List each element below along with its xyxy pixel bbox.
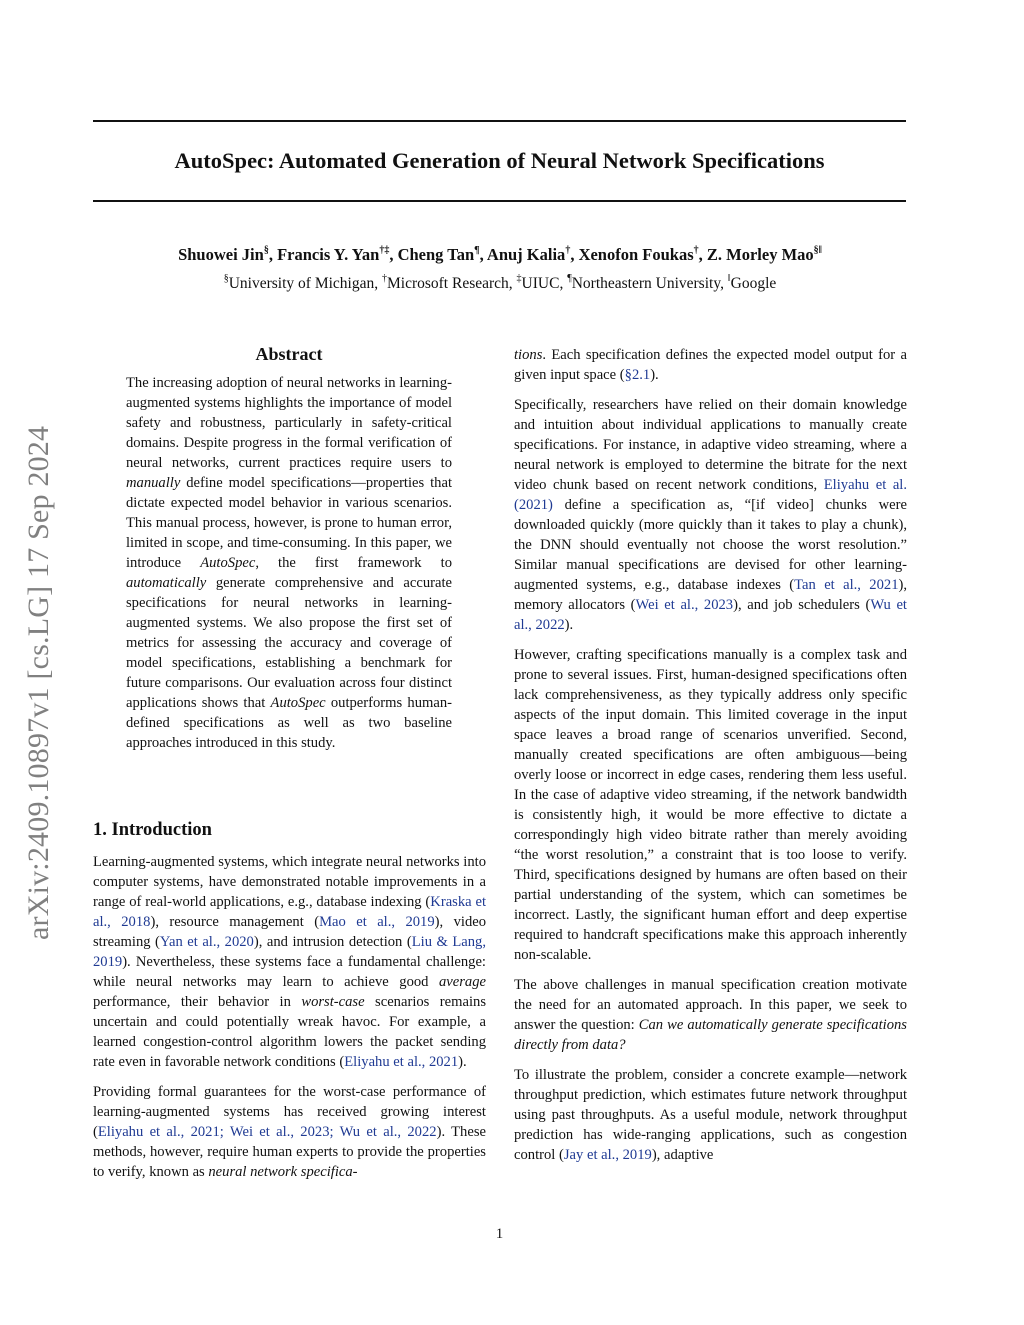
author-name: Shuowei Jin xyxy=(178,245,264,264)
body-paragraph: tions. Each specification defines the expected model output for a given input space (§2.1). xyxy=(514,347,907,383)
emphasis: AutoSpec xyxy=(270,695,326,711)
affiliation-name: Microsoft Research xyxy=(386,275,509,292)
paper-title: AutoSpec: Automated Generation of Neural Network Specifications xyxy=(174,148,825,173)
emphasis: AutoSpec xyxy=(200,555,256,571)
left-column xyxy=(93,818,486,1192)
affiliation-name: UIUC xyxy=(521,275,560,292)
author-name: Cheng Tan xyxy=(397,245,475,264)
emphasis: average xyxy=(438,974,486,990)
author-name: Francis Y. Yan xyxy=(277,245,380,264)
body-paragraph: However, crafting specifications manually is a complex task and prone to several issues. First, human-designed specifications often lack comprehensiveness, as they typically address only specific aspects of the input domain. This limited coverage in the input space leaves a broad range of scenarios unverified. Second, manually created specifications are often ambiguous—being overly loose or incorrect in edge cases, rendering them less useful. In the case of adaptive video streaming, if the network bandwidth is consistently high, it would be more effective to dictate a correspondingly high video bitrate rather than merely avoiding “the worst resolution,” a constraint that is too loose to verify. Third, specifications designed by humans are often based on their partial understanding of the system, which can sometimes be incorrect. Lastly, the significant human effort and deep expertise required to handcraft specifications make this approach inherently non-scalable. xyxy=(514,647,907,963)
arxiv-stamp[interactable]: arXiv:2409.10897v1 [cs.LG] 17 Sep 2024 xyxy=(22,425,55,940)
affiliation-name: Northeastern University xyxy=(571,275,721,292)
author-name: Anuj Kalia xyxy=(486,245,566,264)
citation-link[interactable]: Eliyahu et al., 2021 xyxy=(344,1054,459,1070)
emphasis: worst-case xyxy=(301,994,365,1010)
affiliation-mark: ‖ xyxy=(727,272,731,284)
affiliation-name: University of Michigan xyxy=(228,275,375,292)
right-column xyxy=(514,345,907,1175)
citation-link[interactable]: Yan et al., 2020 xyxy=(159,934,254,950)
title-top-rule xyxy=(93,120,906,122)
affiliation-mark: ¶ xyxy=(567,272,572,284)
author-affiliation-mark: § xyxy=(263,244,269,256)
emphasis: automatically xyxy=(126,575,207,591)
abstract-paragraph: The increasing adoption of neural networks in learning-augmented systems highlights the importance of model safety and robustness, particularly in safety-critical domains. Despite progress in the formal verification of neural networks, current practices require users to manually define model specifications—properties that dictate expected model behavior in various scenarios. This manual process, however, is prone to human error, limited in scope, and time-consuming. In this paper, we introduce AutoSpec, the first framework to automatically generate comprehensive and accurate specifications for neural networks in learning-augmented systems. We also propose the first set of metrics for assessing the accuracy and coverage of model specifications, establishing a benchmark for future comparisons. Our evaluation across four distinct applications shows that AutoSpec outperforms human-defined specifications as well as two baseline approaches introduced in this study. xyxy=(126,375,453,751)
citation-link[interactable]: Eliyahu et al. (2021) xyxy=(514,477,907,513)
author-name: Xenofon Foukas xyxy=(578,245,694,264)
intro-paragraph: Providing formal guarantees for the worst-case performance of learning-augmented systems has received growing interest (Eliyahu et al., 2021; Wei et al., 2023; Wu et al., 2022). These methods, however, require human experts to provide the properties to verify, known as neural network specifica- xyxy=(93,1084,486,1180)
citation-link[interactable]: Jay et al., 2019 xyxy=(563,1147,652,1163)
emphasis: neural network specifica- xyxy=(208,1164,358,1180)
citation-link[interactable]: Wu et al., 2022 xyxy=(514,597,907,633)
author-affiliation-mark: ¶ xyxy=(474,244,480,256)
emphasis: Can we automatically generate specifications directly from data? xyxy=(514,1017,907,1053)
affiliation-list: §University of Michigan, †Microsoft Research, ‡UIUC, ¶Northeastern University, ‖Google xyxy=(223,272,777,292)
emphasis: tions xyxy=(514,347,543,363)
section-heading-introduction: 1. Introduction xyxy=(93,820,212,840)
affiliation-mark: ‡ xyxy=(516,272,522,284)
author-name: Z. Morley Mao xyxy=(706,245,814,264)
author-list: Shuowei Jin§, Francis Y. Yan†‡, Cheng Tan¶, Anuj Kalia†, Xenofon Foukas†, Z. Morley Mao§‖ xyxy=(178,244,822,264)
citation-link[interactable]: Mao et al., 2019 xyxy=(319,914,435,930)
citation-link[interactable]: §2.1 xyxy=(624,367,651,383)
abstract-body xyxy=(126,373,452,763)
author-affiliation-mark: †‡ xyxy=(379,244,390,256)
body-paragraph: Specifically, researchers have relied on their domain knowledge and intuition about individual applications to manually create specifications. For instance, in adaptive video streaming, where a neural network is employed to determine the bitrate for the next video chunk based on recent network conditions, Eliyahu et al. (2021) define a specification as, “[if video] chunks were downloaded quickly (more quickly than it takes to play a chunk), the DNN should eventually not choose the worst resolution.” Similar manual specifications are devised for other learning-augmented systems, e.g., database indexes (Tan et al., 2021), memory allocators (Wei et al., 2023), and job schedulers (Wu et al., 2022). xyxy=(514,397,908,633)
citation-link[interactable]: Eliyahu et al., 2021; Wei et al., 2023; Wu et al., 2022 xyxy=(97,1124,437,1140)
citation-link[interactable]: Tan et al., 2021 xyxy=(794,577,899,593)
citation-link[interactable]: Kraska et al., 2018 xyxy=(93,894,487,930)
author-affiliation-mark: † xyxy=(693,244,699,256)
affiliation-mark: † xyxy=(381,272,387,284)
abstract-heading: Abstract xyxy=(255,344,323,364)
author-affiliation-mark: §‖ xyxy=(813,244,822,256)
body-paragraph: To illustrate the problem, consider a concrete example—network throughput prediction, which estimates future network throughput using past throughputs. As a useful module, network throughput prediction has wide-ranging applications, such as congestion control (Jay et al., 2019), adaptive xyxy=(514,1067,907,1163)
intro-paragraph: Learning-augmented systems, which integrate neural networks into computer systems, have demonstrated notable improvements in a range of real-world applications, e.g., database indexing (Kraska et al., 2018), resource management (Mao et al., 2019), video streaming (Yan et al., 2020), and intrusion detection (Liu & Lang, 2019). Nevertheless, these systems face a fundamental challenge: while neural networks may learn to achieve good average performance, their behavior in worst-case scenarios remains uncertain and could potentially wreak havoc. For example, a learned congestion-control algorithm lowers the packet sending rate even in favorable network conditions (Eliyahu et al., 2021). xyxy=(93,854,487,1070)
affiliation-mark: § xyxy=(223,272,229,284)
title-bottom-rule xyxy=(93,200,906,202)
citation-link[interactable]: Wei et al., 2023 xyxy=(635,597,734,613)
body-paragraph: The above challenges in manual specification creation motivate the need for an automated approach. In this paper, we seek to answer the question: Can we automatically generate specifications directly from data? xyxy=(514,977,907,1053)
affiliation-name: Google xyxy=(730,275,777,292)
page-number: 1 xyxy=(495,1226,504,1242)
citation-link[interactable]: Liu & Lang, 2019 xyxy=(93,934,486,970)
emphasis: manually xyxy=(126,475,181,491)
author-affiliation-mark: † xyxy=(565,244,571,256)
